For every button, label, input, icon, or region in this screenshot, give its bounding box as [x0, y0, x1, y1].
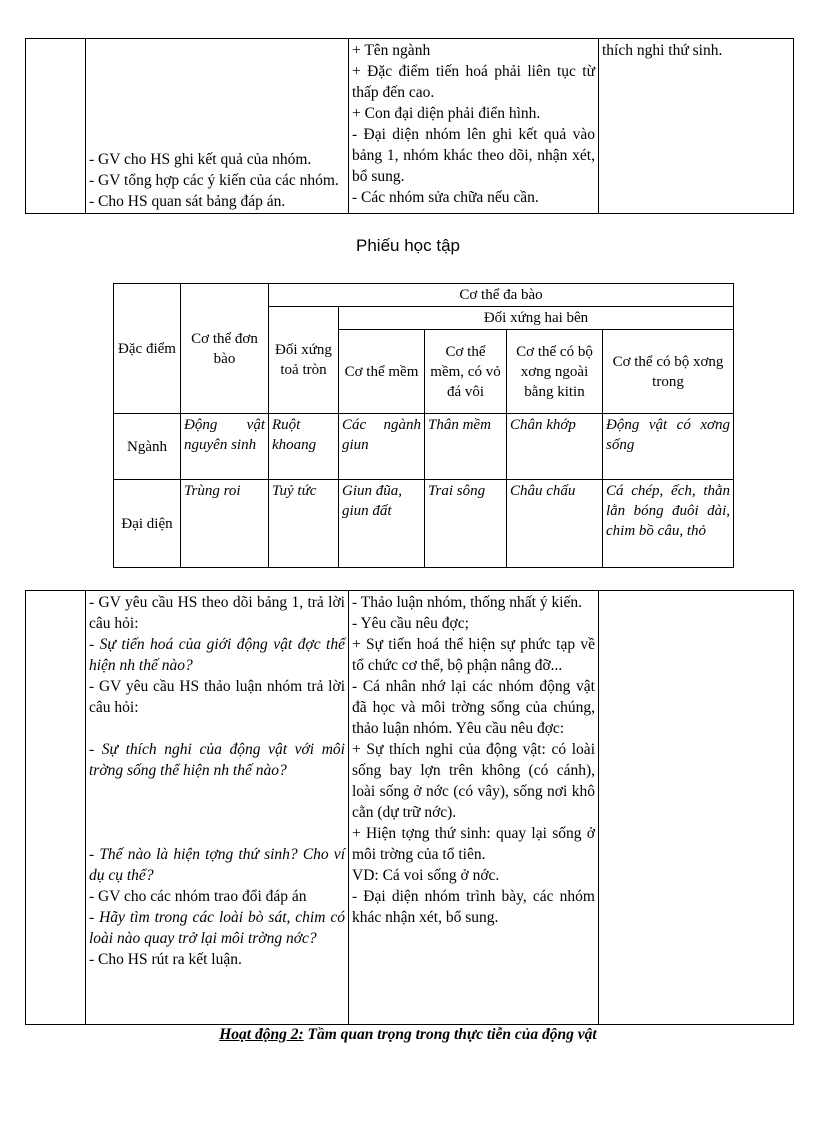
cell-dai-dien: Cá chép, ếch, thằn lằn bóng đuôi dài, chim bồ câu, thỏ — [603, 480, 734, 568]
question-line: - Sự thích nghi của động vật với môi trờng sống thể hiện nh thế nào? — [89, 741, 345, 779]
text-line: - GV cho các nhóm trao đổi đáp án — [89, 888, 307, 905]
row-label-dai-dien: Đại diện — [114, 480, 181, 568]
cell-dai-dien: Châu chấu — [507, 480, 603, 568]
activity-title: Tầm quan trọng trong thực tiễn của động vật — [303, 1026, 597, 1043]
text-line: - GV yêu cầu HS theo dõi bảng 1, trả lời câu hỏi: — [89, 594, 345, 632]
spacer — [89, 802, 345, 823]
cell-dai-dien: Giun đũa, giun đất — [339, 480, 425, 568]
text-line: - Cá nhân nhớ lại các nhóm động vật đã học và môi trờng sống của chúng, thảo luận nhóm. Yêu cầu nêu đợc: — [352, 678, 595, 737]
content-cell — [599, 591, 794, 1025]
sheet-title: Phiếu học tập — [356, 236, 460, 255]
header-mem-vo: Cơ thể mềm, có vỏ đá vôi — [425, 330, 507, 414]
spacer — [89, 823, 345, 844]
cell-dai-dien: Trùng roi — [181, 480, 269, 568]
cell-dai-dien: Tuỷ tức — [269, 480, 339, 568]
header-hai-ben: Đối xứng hai bên — [339, 307, 734, 330]
text-line: - Các nhóm sửa chữa nếu cần. — [352, 189, 539, 206]
header-da-bao: Cơ thể đa bào — [269, 284, 734, 307]
text-line: + Con đại diện phải điển hình. — [352, 105, 541, 122]
header-dac-diem: Đặc điểm — [114, 284, 181, 414]
cell-nganh: Các ngành giun — [339, 414, 425, 480]
text-line: - GV tổng hợp các ý kiến của các nhóm. — [89, 172, 339, 189]
text-line: - GV yêu cầu HS thảo luận nhóm trả lời câu hỏi: — [89, 678, 345, 716]
empty-cell — [26, 591, 86, 1025]
cell-nganh: Chân khớp — [507, 414, 603, 480]
header-toa-tron: Đối xứng toả tròn — [269, 307, 339, 414]
text-line: VD: Cá voi sống ở nớc. — [352, 867, 500, 884]
teacher-activity-cell — [86, 591, 349, 1025]
worksheet-table — [113, 283, 734, 568]
text-line: - Cho HS quan sát bảng đáp án. — [89, 193, 286, 210]
text-line: + Hiện tợng thứ sinh: quay lại sống ở môi trờng của tổ tiên. — [352, 825, 595, 863]
teacher-activity-cell — [86, 39, 349, 214]
header-xuong-ngoai: Cơ thể có bộ xơng ngoài bằng kitin — [507, 330, 603, 414]
empty-cell — [26, 39, 86, 214]
header-don-bao: Cơ thể đơn bào — [181, 284, 269, 414]
question-line: - Hãy tìm trong các loài bò sát, chim có loài nào quay trở lại môi trờng nớc? — [89, 909, 345, 947]
activity-table-bottom — [25, 590, 794, 1025]
row-label-nganh: Ngành — [114, 414, 181, 480]
student-activity-cell — [349, 39, 599, 214]
text-line: + Tên ngành — [352, 42, 431, 59]
header-xuong-trong: Cơ thể có bộ xơng trong — [603, 330, 734, 414]
text-line: - GV cho HS ghi kết quả của nhóm. — [89, 151, 312, 168]
text-line: + Sự tiến hoá thể hiện sự phức tạp về tổ chức cơ thể, bộ phận nâng đỡ... — [352, 636, 595, 674]
activity-table-top — [25, 38, 794, 214]
text-line: - Đại diện nhóm trình bày, các nhóm khác nhận xét, bổ sung. — [352, 888, 595, 926]
cell-nganh: Động vật có xơng sống — [603, 414, 734, 480]
text-line: - Cho HS rút ra kết luận. — [89, 951, 242, 968]
header-co-the-mem: Cơ thể mềm — [339, 330, 425, 414]
content-cell: thích nghi thứ sinh. — [599, 39, 794, 214]
cell-dai-dien: Trai sông — [425, 480, 507, 568]
text-line: + Sự thích nghi của động vật: có loài sống bay lợn trên không (có cánh), loài sống ở nớc (có vây), sống nơi khô cằn (dự trữ nớc). — [352, 741, 595, 821]
cell-nganh: Thân mềm — [425, 414, 507, 480]
spacer — [89, 718, 345, 739]
section-heading — [0, 1026, 816, 1044]
spacer — [89, 781, 345, 802]
text-line: - Yêu cầu nêu đợc; — [352, 615, 469, 632]
text-line: - Thảo luận nhóm, thống nhất ý kiến. — [352, 594, 583, 611]
activity-label: Hoạt động 2: — [219, 1026, 304, 1043]
text-line: - Đại diện nhóm lên ghi kết quả vào bảng 1, nhóm khác theo dõi, nhận xét, bổ sung. — [352, 126, 595, 185]
cell-nganh: Ruột khoang — [269, 414, 339, 480]
question-line: - Thế nào là hiện tợng thứ sinh? Cho ví dụ cụ thể? — [89, 846, 345, 884]
student-activity-cell — [349, 591, 599, 1025]
question-line: - Sự tiến hoá của giới động vật đợc thể hiện nh thế nào? — [89, 636, 345, 674]
cell-nganh: Động vật nguyên sinh — [181, 414, 269, 480]
text-line: + Đặc điểm tiến hoá phải liên tục từ thấp đến cao. — [352, 63, 595, 101]
